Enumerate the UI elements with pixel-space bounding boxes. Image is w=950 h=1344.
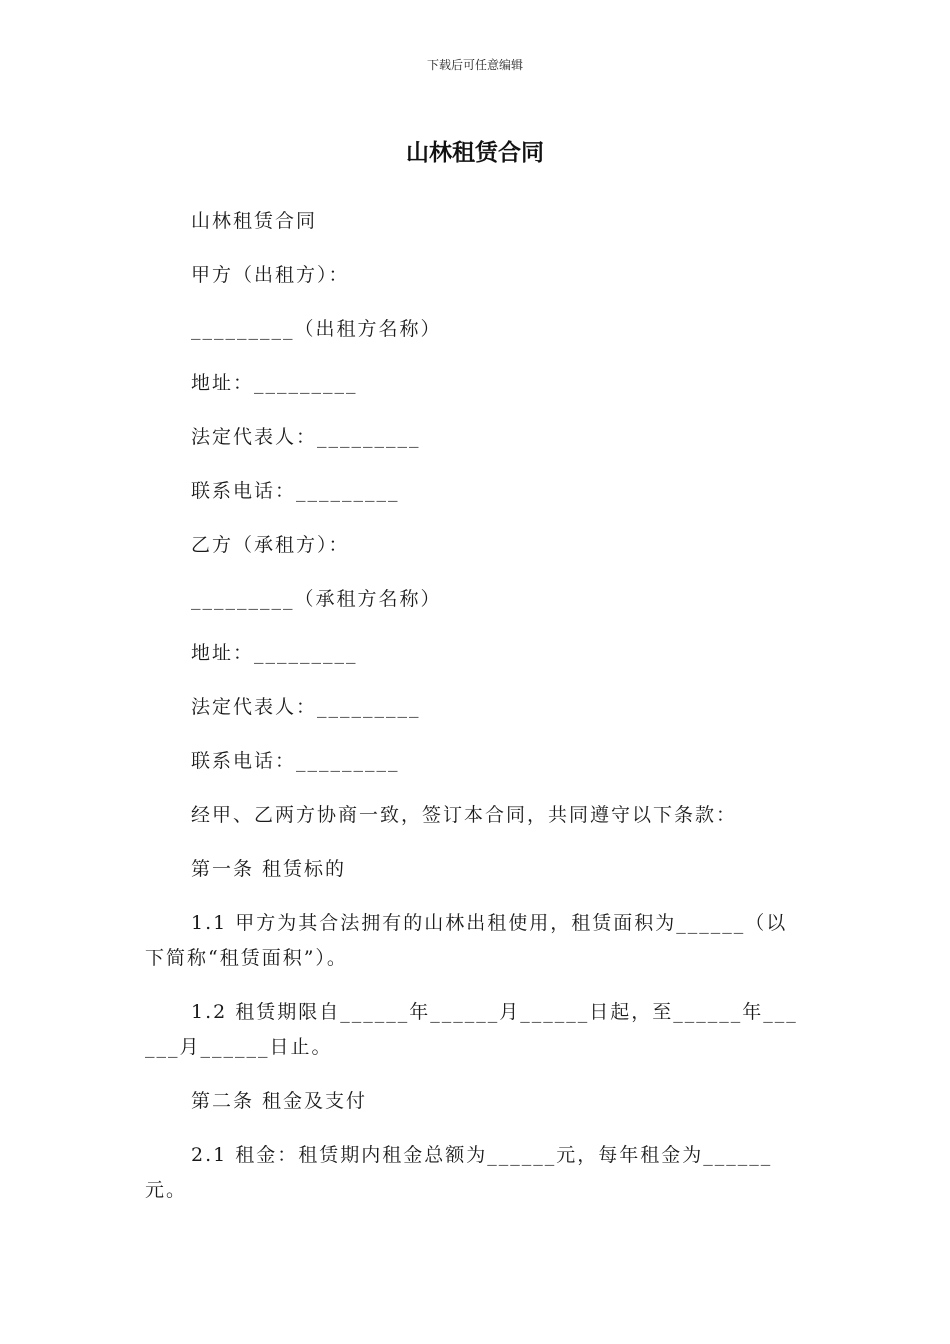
paragraph-clause-2-1: 2.1 租金：租赁期内租金总额为______元，每年租金为______元。 xyxy=(145,1144,773,1201)
page-header-note: 下载后可任意编辑 xyxy=(426,58,523,72)
paragraph-party-b-representative: 法定代表人：_________ xyxy=(191,696,421,718)
paragraph-clause-1-2: 1.2 租赁期限自______年______月______日起，至______年______月______日止。 xyxy=(145,1001,798,1058)
paragraph-subtitle: 山林租赁合同 xyxy=(191,210,318,232)
paragraph-party-b-heading: 乙方（承租方）： xyxy=(191,534,350,556)
paragraph-party-a-name: _________（出租方名称） xyxy=(191,318,442,340)
paragraph-agreement-intro: 经甲、乙两方协商一致，签订本合同，共同遵守以下条款： xyxy=(191,804,738,826)
document-title: 山林租赁合同 xyxy=(406,140,544,166)
document-body xyxy=(145,204,805,1227)
paragraph-clause-1-1: 1.1 甲方为其合法拥有的山林出租使用，租赁面积为______（以下简称“租赁面积”）。 xyxy=(145,912,788,969)
paragraph-article-1-heading: 第一条 租赁标的 xyxy=(191,858,347,880)
paragraph-party-b-name: _________（承租方名称） xyxy=(191,588,442,610)
paragraph-party-a-address: 地址：_________ xyxy=(191,372,358,394)
paragraph-party-a-heading: 甲方（出租方）： xyxy=(191,264,350,286)
paragraph-party-a-phone: 联系电话：_________ xyxy=(191,480,400,502)
paragraph-party-a-representative: 法定代表人：_________ xyxy=(191,426,421,448)
paragraph-article-2-heading: 第二条 租金及支付 xyxy=(191,1090,368,1112)
paragraph-party-b-phone: 联系电话：_________ xyxy=(191,750,400,772)
paragraph-party-b-address: 地址：_________ xyxy=(191,642,358,664)
